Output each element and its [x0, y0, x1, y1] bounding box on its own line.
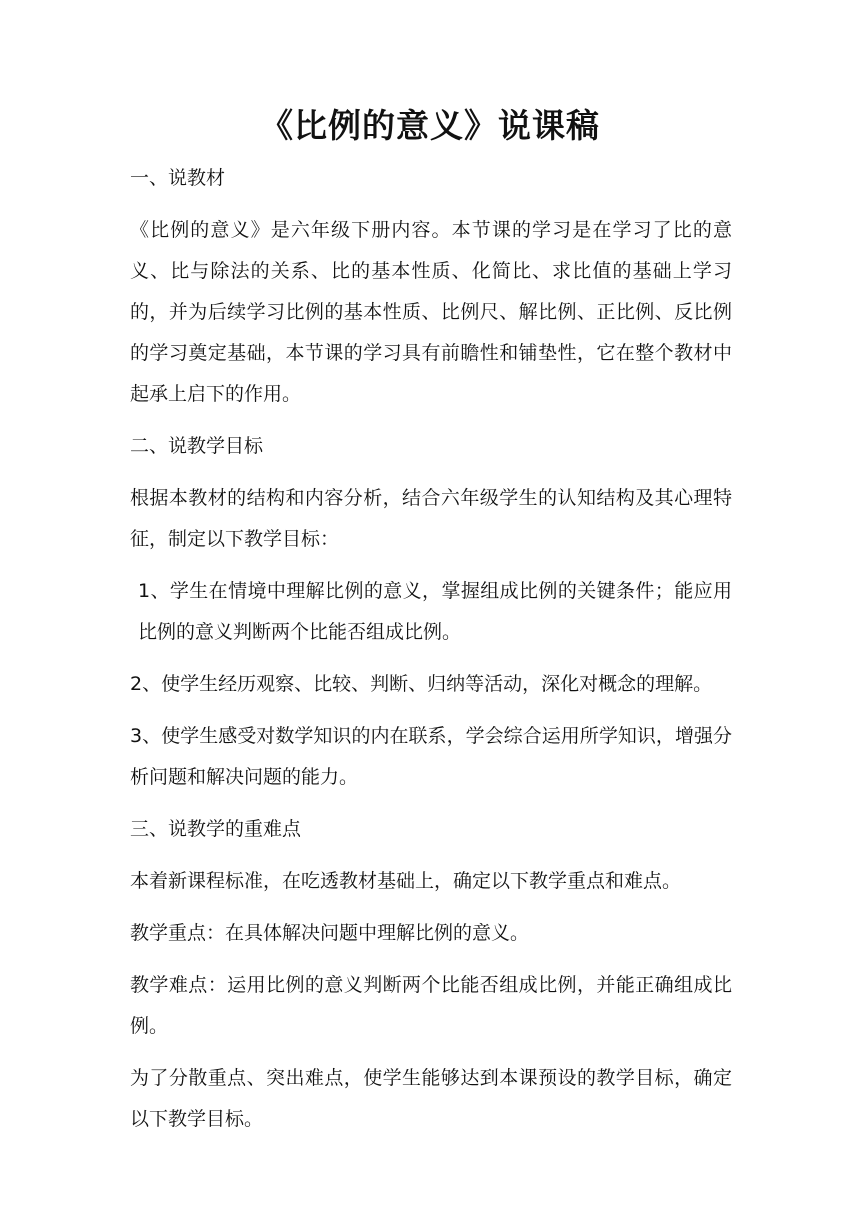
section-2-heading: 二、说教学目标 — [130, 435, 264, 457]
section-1-body: 《比例的意义》是六年级下册内容。本节课的学习是在学习了比的意义、比与除法的关系、比的基本性质、化简比、求比值的基础上学习的，并为后续学习比例的基本性质、比例尺、解比例、正比例、反比例的学习奠定基础，本节课的学习具有前瞻性和铺垫性，它在整个教材中起承上启下的作用。 — [130, 219, 732, 405]
section-1-heading: 一、说教材 — [130, 167, 226, 189]
section-3-intro: 本着新课程标准，在吃透教材基础上，确定以下教学重点和难点。 — [130, 870, 682, 892]
goal-1: 1、学生在情境中理解比例的意义，掌握组成比例的关键条件；能应用比例的意义判断两个比能否组成比例。 — [138, 580, 732, 643]
section-2-intro: 根据本教材的结构和内容分析，结合六年级学生的认知结构及其心理特征，制定以下教学目标： — [130, 487, 732, 550]
document-body — [130, 158, 732, 1151]
goal-2: 2、使学生经历观察、比较、判断、归纳等活动，深化对概念的理解。 — [130, 673, 713, 695]
key-point: 教学重点：在具体解决问题中理解比例的意义。 — [130, 922, 530, 944]
section-3-heading: 三、说教学的重难点 — [130, 818, 302, 840]
goal-3: 3、使学生感受对数学知识的内在联系，学会综合运用所学知识，增强分析问题和解决问题的能力。 — [130, 725, 732, 788]
document-title: 《比例的意义》说课稿 — [260, 106, 600, 145]
closing-paragraph: 为了分散重点、突出难点，使学生能够达到本课预设的教学目标，确定以下教学目标。 — [130, 1067, 732, 1130]
difficult-point: 教学难点：运用比例的意义判断两个比能否组成比例，并能正确组成比例。 — [130, 974, 732, 1037]
